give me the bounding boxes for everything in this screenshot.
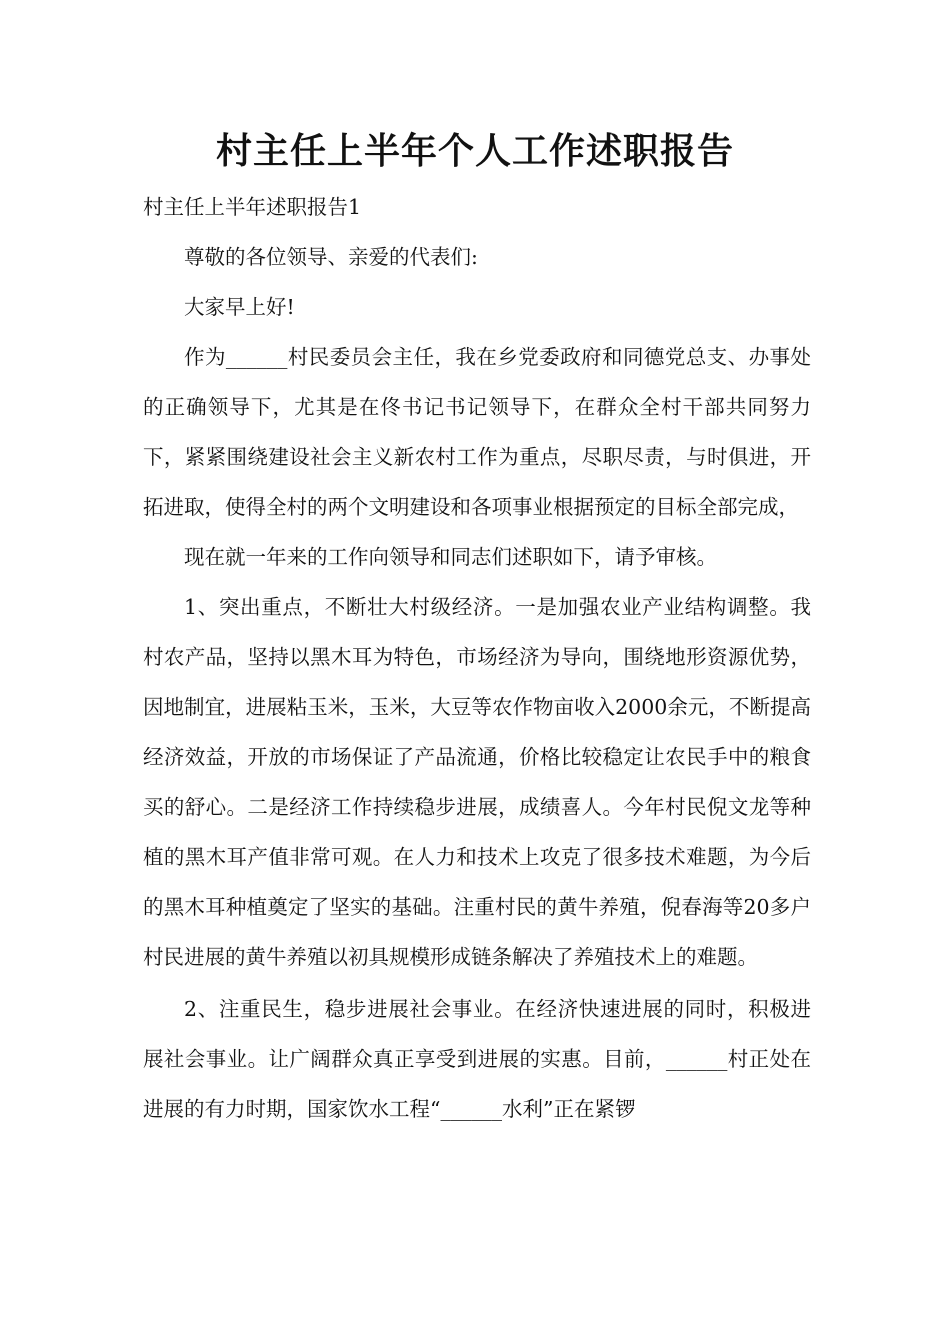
greeting-paragraph: 大家早上好! [184, 295, 295, 319]
transition-paragraph: 现在就一年来的工作向领导和同志们述职如下，请予审核。 [184, 545, 717, 569]
intro-paragraph: 作为______村民委员会主任，我在乡党委政府和同德党总支、办事处的正确领导下，尤其是在佟书记书记领导下，在群众全村干部共同努力下，紧紧围绕建设社会主义新农村工作为重点，尽职尽责，与时俱进，开拓进取，使得全村的两个文明建设和各项事业根据预定的目标全部完成， [143, 345, 811, 519]
livelihood-paragraph: 2、注重民生，稳步进展社会事业。在经济快速进展的同时，积极进展社会事业。让广阔群众真正享受到进展的实惠。目前，______村正处在进展的有力时期，国家饮水工程“______水利”正在紧锣 [143, 997, 811, 1121]
document-title: 村主任上半年个人工作述职报告 [215, 131, 734, 172]
economy-paragraph: 1、突出重点，不断壮大村级经济。一是加强农业产业结构调整。我村农产品，坚持以黑木耳为特色，市场经济为导向，围绕地形资源优势，因地制宜，进展粘玉米，玉米，大豆等农作物亩收入2000余元，不断提高经济效益，开放的市场保证了产品流通，价格比较稳定让农民手中的粮食买的舒心。二是经济工作持续稳步进展，成绩喜人。今年村民倪文龙等种植的黑木耳产值非常可观。在人力和技术上攻克了很多技术难题，为今后的黑木耳种植奠定了坚实的基础。注重村民的黄牛养殖，倪春海等20多户村民进展的黄牛养殖以初具规模形成链条解决了养殖技术上的难题。 [143, 595, 811, 969]
salutation-paragraph: 尊敬的各位领导、亲爱的代表们: [184, 245, 478, 269]
report-subtitle: 村主任上半年述职报告1 [143, 195, 362, 219]
document-body [143, 182, 811, 1134]
